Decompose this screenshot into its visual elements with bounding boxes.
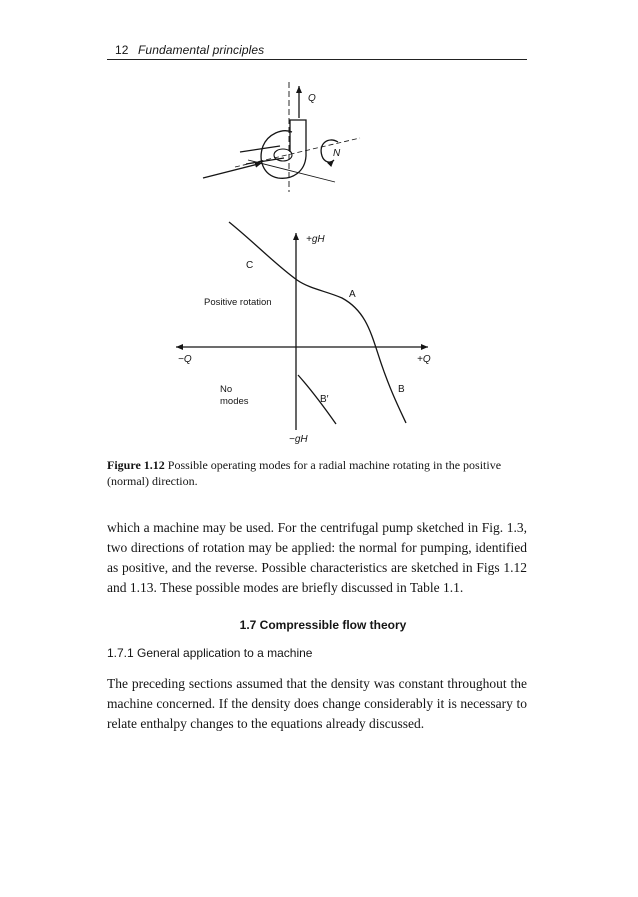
caption-text: Possible operating modes for a radial machine rotating in the positive (normal) direction. (107, 458, 502, 488)
shaft-axis-line-2 (235, 138, 360, 167)
section-heading: 1.7 Compressible flow theory (239, 618, 407, 632)
curve-label-a: A (349, 289, 356, 300)
shaft-axis-line (248, 160, 335, 182)
caption-figure-number: Figure 1.12 (107, 458, 165, 472)
axis-label-minus-gh: −gH (289, 434, 308, 445)
axis-label-plus-q: +Q (417, 354, 431, 365)
page-number: 12 (115, 43, 129, 57)
axis-label-plus-gh: +gH (306, 234, 325, 245)
curve-label-b: B (398, 384, 405, 395)
pump-outlet-pipe (290, 120, 306, 156)
region-label-positive-rotation: Positive rotation (204, 297, 272, 308)
figure-caption (107, 457, 527, 489)
subsection-heading: 1.7.1 General application to a machine (107, 646, 313, 660)
inlet-pipe-upper (240, 146, 280, 152)
curve-label-b-prime: B′ (320, 394, 329, 405)
characteristics-chart (176, 222, 428, 430)
body-paragraph-1: which a machine may be used. For the centrifugal pump sketched in Fig. 1.3, two directions of rotation may be applied: the normal for pumping, identified as positive, and the reverse. Possible characteristics are sketched in Figs 1.12 and 1.13. These possible modes are briefly discussed in Table 1.1. (107, 520, 527, 595)
pump-casing (261, 131, 306, 179)
curve-b-prime (298, 375, 336, 424)
axis-label-minus-q: −Q (178, 354, 192, 365)
curve-c-a-b (229, 222, 406, 423)
flow-label-q: Q (308, 93, 316, 104)
pump-sketch (203, 82, 360, 192)
region-label-modes: modes (220, 396, 249, 407)
running-title: Fundamental principles (138, 43, 265, 57)
inlet-flow-arrow (203, 163, 262, 178)
body-paragraph-2: The preceding sections assumed that the density was constant throughout the machine concerned. If the density does change considerably it is necessary to relate enthalpy changes to the equations already discussed. (107, 676, 527, 731)
region-label-no: No (220, 384, 233, 395)
curve-label-c: C (246, 260, 254, 271)
speed-label-n: N (333, 148, 341, 159)
